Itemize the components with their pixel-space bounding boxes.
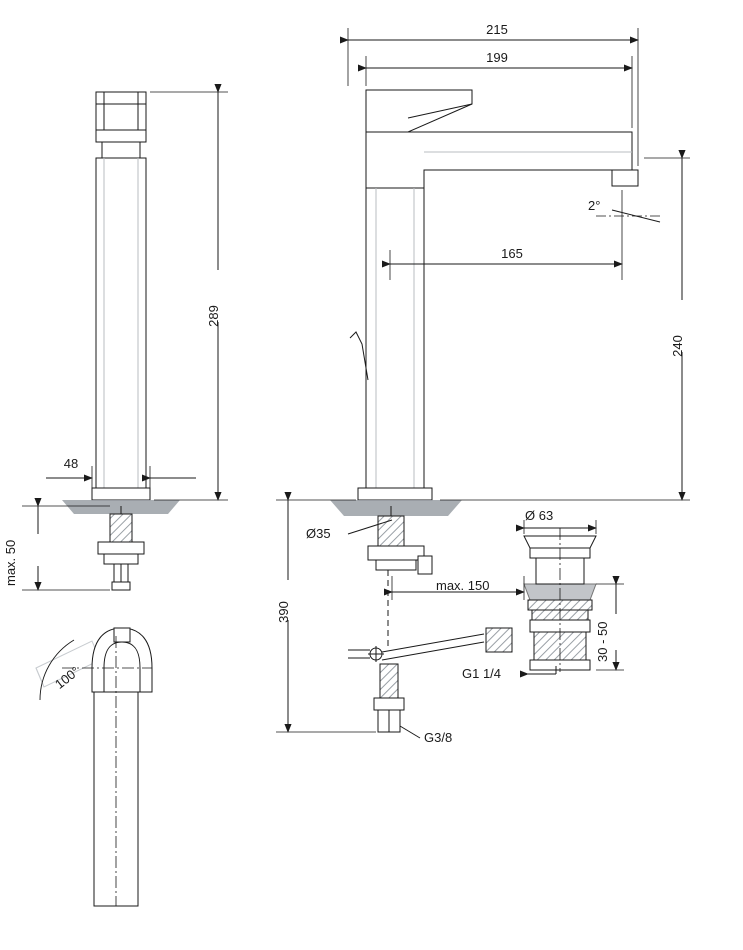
dim-289 [150,92,228,500]
dim-label-swivel-angle: 100° [52,663,83,692]
side-view-geometry [92,92,150,500]
front-view-deck [330,500,462,516]
dim-label-max-150: max. 150 [436,578,490,593]
dim-label-supply-thread: G3/8 [424,730,453,745]
dim-label-hole-diameter: Ø35 [306,526,331,541]
front-view-geometry [350,90,638,500]
swivel-view-geometry [36,628,152,906]
dim-label-spout-angle: 2° [588,198,601,213]
dim-240 [440,158,690,500]
dim-label-waste-cap-diameter: Ø 63 [525,508,554,523]
dim-label-waste-range: 30 - 50 [595,621,610,662]
waste-set [486,528,596,672]
svg-text:240: 240 [670,335,685,357]
front-view-undermount [348,506,484,732]
svg-text:390: 390 [276,601,291,623]
svg-text:48: 48 [63,456,79,471]
svg-text:199: 199 [486,50,508,65]
leader-g38 [400,726,420,738]
dim-48 [46,456,196,496]
svg-text:289: 289 [206,305,221,327]
dim-label-max-50: max. 50 [3,539,18,586]
svg-text:165: 165 [501,246,523,261]
svg-text:215: 215 [486,22,508,37]
side-view-undermount [98,506,144,590]
dim-max50 [22,506,110,590]
dim-label-waste-thread: G1 1/4 [462,666,502,681]
dim-angle-2 [596,210,660,222]
